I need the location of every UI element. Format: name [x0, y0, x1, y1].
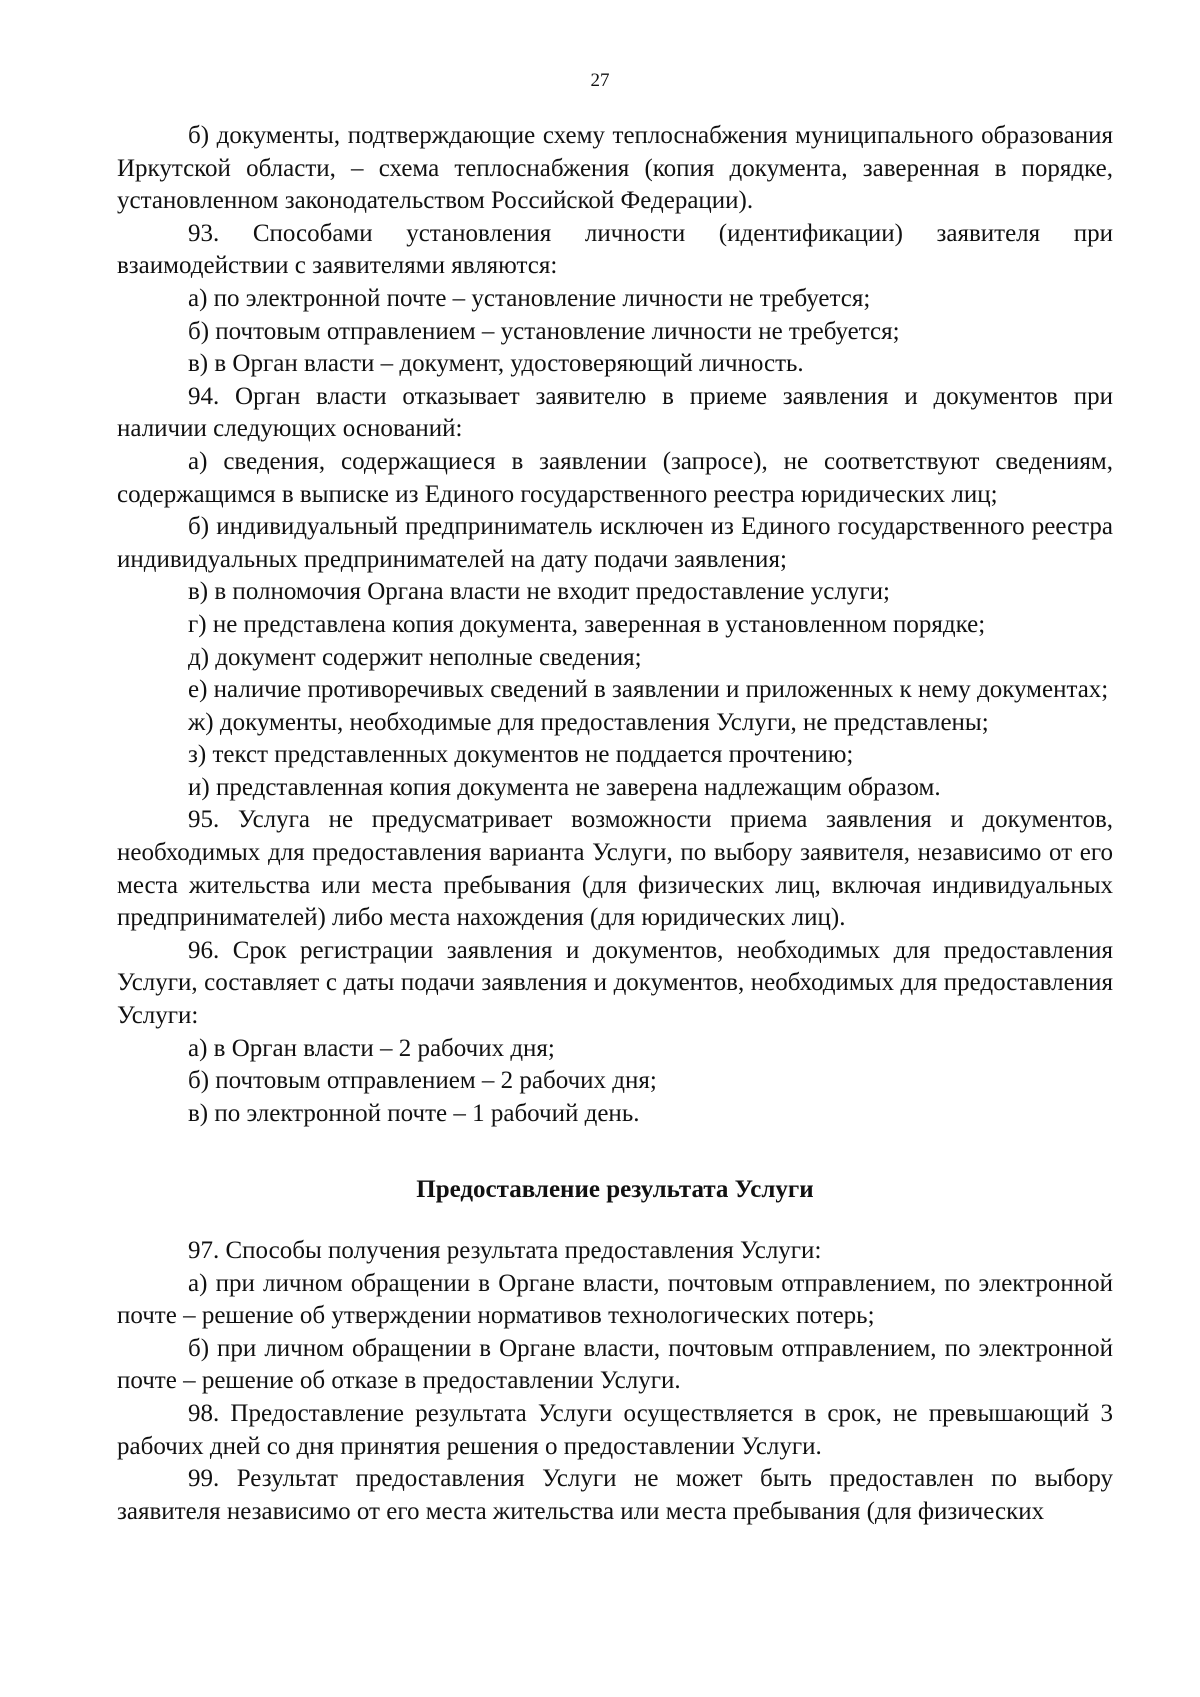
paragraph-99: 99. Результат предоставления Услуги не может быть предоставлен по выбору заявителя независимо от его места жительства или места пребывания (для физических: [117, 1465, 1113, 1525]
page-number: 27: [590, 70, 610, 91]
paragraph-97: 97. Способы получения результата предоставления Услуги:: [188, 1237, 822, 1264]
paragraph-98: 98. Предоставление результата Услуги осуществляется в срок, не превышающий 3 рабочих дней со дня принятия решения о предоставлении Услуги.: [117, 1399, 1113, 1460]
paragraph-97-b: б) при личном обращении в Органе власти, почтовым отправлением, по электронной почте – решение об отказе в предоставлении Услуги.: [117, 1334, 1113, 1395]
paragraph-94-v: в) в полномочия Органа власти не входит предоставление услуги;: [188, 578, 890, 606]
paragraph-94-d: д) документ содержит неполные сведения;: [188, 643, 642, 671]
paragraph-94-b: б) индивидуальный предприниматель исключен из Единого государственного реестра индивидуальных предпринимателей на дату подачи заявления;: [117, 513, 1113, 573]
paragraph-94-g: г) не представлена копия документа, заверенная в установленном порядке;: [188, 610, 986, 638]
section-heading: Предоставление результата Услуги: [416, 1176, 814, 1204]
paragraph-97-a: а) при личном обращении в Органе власти, почтовым отправлением, по электронной почте – решение об утверждении нормативов технологических потерь;: [117, 1269, 1113, 1330]
paragraph-94-z: з) текст представленных документов не поддается прочтению;: [188, 741, 854, 769]
paragraph-96-a: а) в Орган власти – 2 рабочих дня;: [188, 1034, 555, 1062]
paragraph-93-v: в) в Орган власти – документ, удостоверяющий личность.: [188, 350, 804, 378]
document-body: [117, 120, 1113, 1528]
paragraph-93: 93. Способами установления личности (идентификации) заявителя при взаимодействии с заявителями являются:: [117, 219, 1113, 280]
paragraph-96-v: в) по электронной почте – 1 рабочий день.: [188, 1099, 640, 1127]
paragraph-b-heat-supply-docs: б) документы, подтверждающие схему теплоснабжения муниципального образования Иркутской области, – схема теплоснабжения (копия документа, заверенная в порядке, установленном законодательством Российской Федерации).: [117, 122, 1113, 215]
paragraph-94: 94. Орган власти отказывает заявителю в приеме заявления и документов при наличии следующих оснований:: [117, 382, 1113, 443]
paragraph-93-a: а) по электронной почте – установление личности не требуется;: [188, 284, 871, 312]
paragraph-94-e: е) наличие противоречивых сведений в заявлении и приложенных к нему документах;: [188, 676, 1109, 704]
paragraph-96: 96. Срок регистрации заявления и документов, необходимых для предоставления Услуги, составляет с даты подачи заявления и документов, необходимых для предоставления Услуги:: [117, 936, 1113, 1030]
paragraph-94-a: а) сведения, содержащиеся в заявлении (запросе), не соответствуют сведениям, содержащимся в выписке из Единого государственного реестра юридических лиц;: [117, 447, 1113, 508]
paragraph-94-zh: ж) документы, необходимые для предоставления Услуги, не представлены;: [188, 708, 989, 736]
paragraph-95: 95. Услуга не предусматривает возможности приема заявления и документов, необходимых для предоставления варианта Услуги, по выбору заявителя, независимо от его места жительства или места пребывания (для физических лиц, включая индивидуальных предпринимателей) либо места нахождения (для юридических лиц).: [117, 806, 1113, 932]
paragraph-93-b: б) почтовым отправлением – установление личности не требуется;: [188, 317, 900, 345]
paragraph-94-i: и) представленная копия документа не заверена надлежащим образом.: [188, 773, 941, 801]
paragraph-96-b: б) почтовым отправлением – 2 рабочих дня;: [188, 1067, 657, 1095]
